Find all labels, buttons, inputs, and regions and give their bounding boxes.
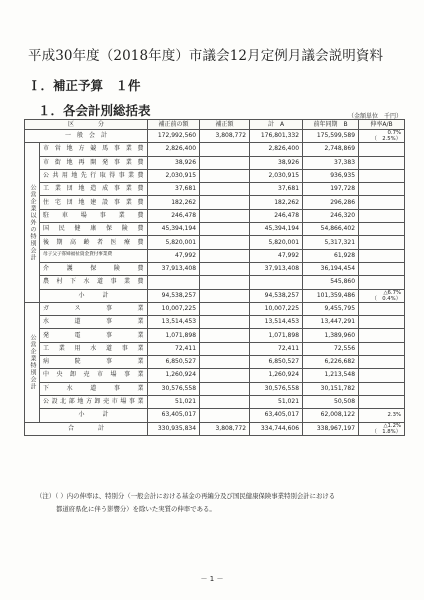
special-row-name: 市街地再開発事業費 — [40, 156, 148, 169]
header-prev: 前年同期 B — [303, 120, 359, 130]
special-row-total: 38,926 — [250, 156, 303, 169]
special-row-prev: 197,728 — [303, 183, 359, 196]
grand-total-prev: 338,967,197 — [303, 422, 359, 435]
enterprise-row-prev: 72,556 — [303, 342, 359, 355]
table-row — [25, 276, 405, 289]
special-row-ratio — [359, 223, 405, 236]
special-row-name: 市営地方競馬事業費 — [40, 143, 148, 156]
general-ratio-adjusted: （ 2.5%） — [371, 136, 402, 143]
enterprise-row-before: 1,071,898 — [148, 329, 200, 342]
special-row-ratio — [359, 183, 405, 196]
grand-total-total: 334,744,606 — [250, 422, 303, 435]
table-row — [25, 262, 405, 275]
special-row-before: 246,478 — [148, 209, 200, 222]
subsection-heading: １．各会計別総括表 — [38, 103, 151, 118]
enterprise-row-amount — [200, 316, 250, 329]
special-row-name: 母子父子寡婦福祉資金貸付事業費 — [40, 249, 148, 262]
enterprise-row-name: ガス事業 — [40, 302, 148, 315]
grand-total-ratio — [359, 422, 405, 435]
enterprise-subtotal-prev: 62,008,122 — [303, 409, 359, 422]
enterprise-subtotal-before: 63,405,017 — [148, 409, 200, 422]
enterprise-subtotal-ratio-main: 2.3% — [387, 412, 402, 419]
general-account-label: 一 般 会 計 — [25, 130, 148, 143]
special-row-amount — [200, 276, 250, 289]
special-row-name: 工業団地造成事業費 — [40, 183, 148, 196]
special-subtotal-ratio-main: △6.7% — [383, 289, 402, 296]
header-ratio: 伸率A/B — [359, 120, 405, 130]
enterprise-subtotal-amount — [200, 409, 250, 422]
table-row — [25, 143, 405, 156]
special-row-prev: 296,286 — [303, 196, 359, 209]
table-header-row — [25, 120, 405, 130]
general-ratio-main: 0.7% — [387, 130, 402, 137]
special-row-before: 37,681 — [148, 183, 200, 196]
special-row-before: 2,826,400 — [148, 143, 200, 156]
table-row — [25, 369, 405, 382]
unit-note: （金額単位 千円） — [347, 113, 402, 120]
special-row-amount — [200, 262, 250, 275]
enterprise-row-prev: 30,151,782 — [303, 382, 359, 395]
table-row — [25, 249, 405, 262]
enterprise-group-label: 公営企業特別会計 — [25, 302, 40, 422]
special-row-name: 後期高齢者医療費 — [40, 236, 148, 249]
enterprise-row-prev: 1,213,548 — [303, 369, 359, 382]
table-row — [25, 183, 405, 196]
enterprise-row-total: 1,071,898 — [250, 329, 303, 342]
enterprise-row-before: 30,576,558 — [148, 382, 200, 395]
enterprise-row-total: 72,411 — [250, 342, 303, 355]
special-row-prev: 54,866,402 — [303, 223, 359, 236]
special-row-ratio — [359, 262, 405, 275]
special-subtotal-ratio-adjusted: （ 0.4%） — [371, 295, 402, 302]
enterprise-row-amount — [200, 356, 250, 369]
enterprise-row-amount — [200, 302, 250, 315]
grand-total-row — [25, 422, 405, 435]
enterprise-row-before: 1,260,924 — [148, 369, 200, 382]
enterprise-row-ratio — [359, 369, 405, 382]
table-row — [25, 342, 405, 355]
special-row-amount — [200, 169, 250, 182]
special-row-prev: 2,748,869 — [303, 143, 359, 156]
special-row-total: 182,262 — [250, 196, 303, 209]
special-subtotal-before: 94,538,257 — [148, 289, 200, 302]
enterprise-row-name: 公設北部地方卸売市場事業 — [40, 395, 148, 408]
special-row-before: 38,926 — [148, 156, 200, 169]
enterprise-row-total: 13,514,453 — [250, 316, 303, 329]
grand-total-amount: 3,808,772 — [200, 422, 250, 435]
grand-total-before: 330,935,834 — [148, 422, 200, 435]
enterprise-row-total: 1,260,924 — [250, 369, 303, 382]
enterprise-row-amount — [200, 395, 250, 408]
enterprise-row-total: 51,021 — [250, 395, 303, 408]
enterprise-row-prev: 1,389,960 — [303, 329, 359, 342]
grand-total-ratio-main: △1.2% — [383, 422, 402, 429]
enterprise-row-ratio — [359, 382, 405, 395]
enterprise-row-total: 6,850,527 — [250, 356, 303, 369]
enterprise-row-ratio — [359, 316, 405, 329]
special-row-total: 246,478 — [250, 209, 303, 222]
special-row-before: 2,030,915 — [148, 169, 200, 182]
special-row-prev: 37,383 — [303, 156, 359, 169]
special-row-name: 農村下水道事業費 — [40, 276, 148, 289]
enterprise-row-name: 病院事業 — [40, 356, 148, 369]
special-row-prev: 545,860 — [303, 276, 359, 289]
table-row — [25, 302, 405, 315]
special-group-label: 公営企業以外の特別会計 — [25, 143, 40, 303]
budget-summary-table — [24, 119, 405, 436]
special-row-prev: 61,928 — [303, 249, 359, 262]
special-row-ratio — [359, 236, 405, 249]
enterprise-row-prev: 13,447,291 — [303, 316, 359, 329]
enterprise-row-prev: 6,226,682 — [303, 356, 359, 369]
general-prev: 175,599,589 — [303, 130, 359, 143]
table-row — [25, 329, 405, 342]
enterprise-row-before: 13,514,453 — [148, 316, 200, 329]
special-row-prev: 936,935 — [303, 169, 359, 182]
special-row-before: 182,262 — [148, 196, 200, 209]
special-row-ratio — [359, 209, 405, 222]
special-row-name: 国民健康保険費 — [40, 223, 148, 236]
enterprise-row-amount — [200, 329, 250, 342]
enterprise-row-amount — [200, 342, 250, 355]
special-row-total: 2,030,915 — [250, 169, 303, 182]
table-row — [25, 209, 405, 222]
table-row — [25, 169, 405, 182]
page-number: － 1 － — [200, 575, 224, 583]
special-row-total: 5,820,001 — [250, 236, 303, 249]
enterprise-row-name: 下水道事業 — [40, 382, 148, 395]
header-category: 区 分 — [25, 120, 148, 130]
special-row-amount — [200, 183, 250, 196]
enterprise-row-before: 6,850,527 — [148, 356, 200, 369]
special-row-name: 公共用地先行取得事業費 — [40, 169, 148, 182]
enterprise-row-ratio — [359, 395, 405, 408]
enterprise-row-ratio — [359, 302, 405, 315]
special-row-name: 介護保険費 — [40, 262, 148, 275]
special-row-ratio — [359, 143, 405, 156]
table-row — [25, 196, 405, 209]
special-row-ratio — [359, 156, 405, 169]
header-amount: 補正額 — [200, 120, 250, 130]
page-title: 平成30年度（2018年度）市議会12月定例月議会説明資料 — [28, 48, 384, 64]
special-row-total: 37,681 — [250, 183, 303, 196]
enterprise-row-ratio — [359, 329, 405, 342]
enterprise-row-before: 72,411 — [148, 342, 200, 355]
table-row — [25, 356, 405, 369]
special-row-total: 47,992 — [250, 249, 303, 262]
enterprise-row-amount — [200, 369, 250, 382]
header-total: 計 A — [250, 120, 303, 130]
special-row-amount — [200, 143, 250, 156]
footnote-line-1: （注）（ ）内の伸率は、特別分（一般会計における基金の再編分及び国民健康保険事業特別会計における — [36, 492, 336, 500]
enterprise-subtotal-row — [25, 409, 405, 422]
special-subtotal-label: 小 計 — [40, 289, 148, 302]
enterprise-row-prev: 9,455,795 — [303, 302, 359, 315]
special-row-before — [148, 276, 200, 289]
grand-total-ratio-adjusted: （ 1.8%） — [371, 428, 402, 435]
enterprise-row-name: 発電事業 — [40, 329, 148, 342]
enterprise-subtotal-ratio — [359, 409, 405, 422]
table-row — [25, 382, 405, 395]
special-row-total: 37,913,408 — [250, 262, 303, 275]
special-row-amount — [200, 249, 250, 262]
special-row-ratio — [359, 249, 405, 262]
special-row-amount — [200, 209, 250, 222]
special-row-amount — [200, 223, 250, 236]
enterprise-subtotal-label: 小 計 — [40, 409, 148, 422]
general-before: 172,992,560 — [148, 130, 200, 143]
table-row — [25, 236, 405, 249]
enterprise-row-ratio — [359, 356, 405, 369]
footnote — [36, 490, 406, 516]
special-row-ratio — [359, 169, 405, 182]
special-row-prev: 5,317,321 — [303, 236, 359, 249]
special-subtotal-prev: 101,359,486 — [303, 289, 359, 302]
table-row — [25, 223, 405, 236]
enterprise-row-total: 30,576,558 — [250, 382, 303, 395]
enterprise-row-ratio — [359, 342, 405, 355]
general-total: 176,801,332 — [250, 130, 303, 143]
enterprise-row-prev: 50,508 — [303, 395, 359, 408]
special-row-total: 45,394,194 — [250, 223, 303, 236]
table-row — [25, 156, 405, 169]
enterprise-row-before: 10,007,225 — [148, 302, 200, 315]
enterprise-subtotal-total: 63,405,017 — [250, 409, 303, 422]
special-row-before: 45,394,194 — [148, 223, 200, 236]
general-amount: 3,808,772 — [200, 130, 250, 143]
special-subtotal-total: 94,538,257 — [250, 289, 303, 302]
special-row-name: 駐車場事業費 — [40, 209, 148, 222]
enterprise-row-name: 水道事業 — [40, 316, 148, 329]
special-row-amount — [200, 236, 250, 249]
general-ratio — [359, 130, 405, 143]
special-row-before: 47,992 — [148, 249, 200, 262]
general-account-row — [25, 130, 405, 143]
enterprise-row-amount — [200, 382, 250, 395]
header-before: 補正前の額 — [148, 120, 200, 130]
grand-total-label: 合 計 — [25, 422, 148, 435]
enterprise-row-name: 中央卸売市場事業 — [40, 369, 148, 382]
special-subtotal-amount — [200, 289, 250, 302]
table-row — [25, 395, 405, 408]
enterprise-row-name: 工業用水道事業 — [40, 342, 148, 355]
special-row-ratio — [359, 196, 405, 209]
special-subtotal-ratio — [359, 289, 405, 302]
special-row-prev: 246,320 — [303, 209, 359, 222]
special-row-total: 2,826,400 — [250, 143, 303, 156]
special-row-before: 5,820,001 — [148, 236, 200, 249]
special-subtotal-row — [25, 289, 405, 302]
special-row-prev: 36,194,454 — [303, 262, 359, 275]
special-row-name: 住宅団地建設事業費 — [40, 196, 148, 209]
special-row-before: 37,913,408 — [148, 262, 200, 275]
footnote-line-2: 都道府県化に伴う影響分）を除いた実質の伸率である。 — [56, 505, 216, 513]
special-row-amount — [200, 156, 250, 169]
table-row — [25, 316, 405, 329]
enterprise-row-before: 51,021 — [148, 395, 200, 408]
enterprise-row-total: 10,007,225 — [250, 302, 303, 315]
section-heading: Ｉ．補正予算 １件 — [28, 78, 141, 93]
special-row-amount — [200, 196, 250, 209]
special-row-total — [250, 276, 303, 289]
special-row-ratio — [359, 276, 405, 289]
